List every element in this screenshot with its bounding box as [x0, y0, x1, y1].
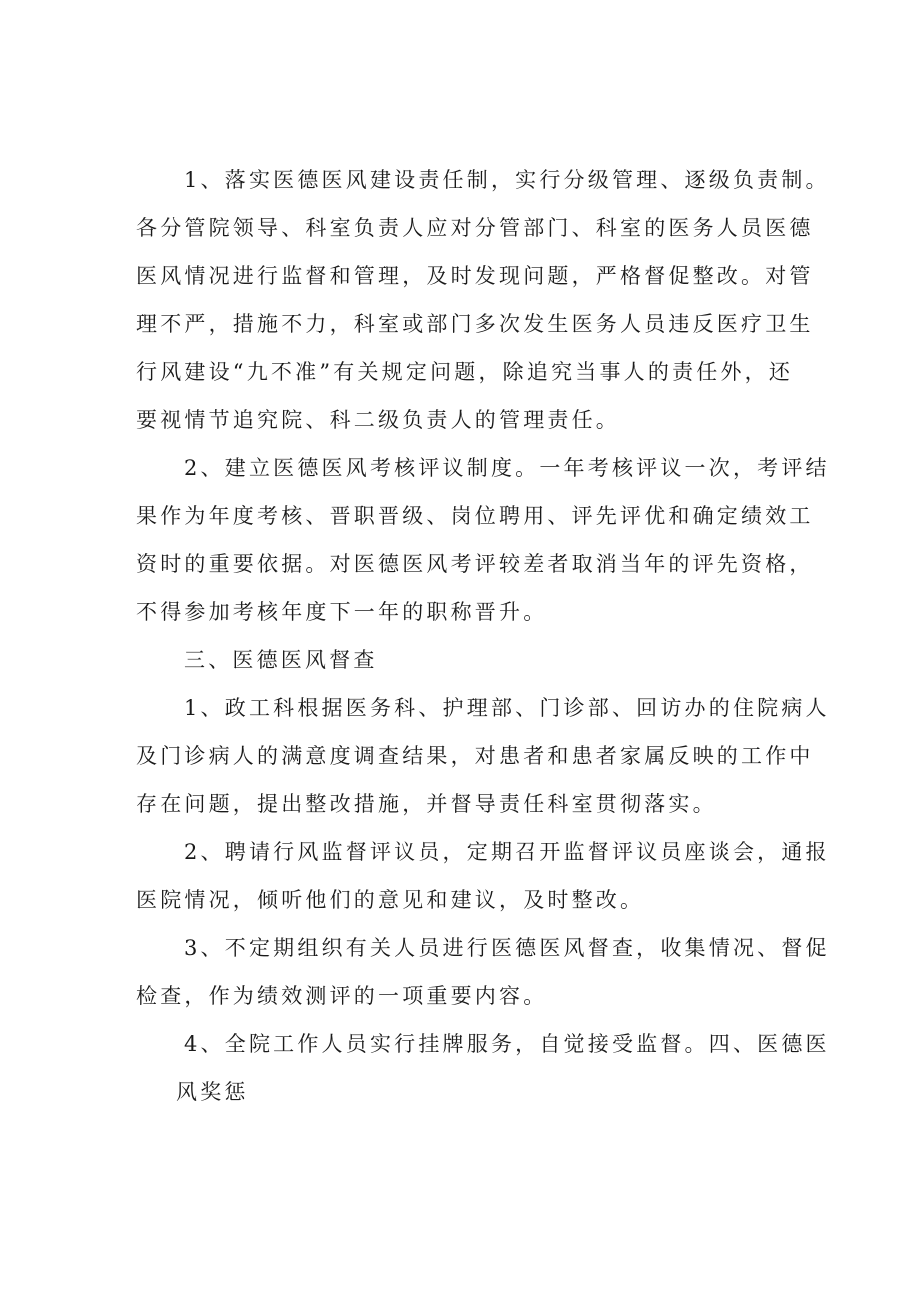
paragraph-5-line-2: 检查，作为绩效测评的一项重要内容。 [136, 984, 548, 1008]
paragraph-2-line-4: 不得参加考核年度下一年的职称晋升。 [136, 600, 548, 624]
paragraph-1-line-6: 要视情节追究院、科二级负责人的管理责任。 [136, 408, 620, 432]
section-heading-3: 三、医德医风督查 [184, 648, 378, 672]
paragraph-3-line-2: 及门诊病人的满意度调查结果，对患者和患者家属反映的工作中 [136, 744, 814, 768]
paragraph-3-line-1: 1、政工科根据医务科、护理部、门诊部、回访办的住院病人 [184, 696, 830, 720]
paragraph-2-line-1: 2、建立医德医风考核评议制度。一年考核评议一次，考评结 [184, 456, 830, 480]
paragraph-1-line-3: 医风情况进行监督和管理，及时发现问题，严格督促整改。对管 [136, 264, 814, 288]
paragraph-2-line-3: 资时的重要依据。对医德医风考评较差者取消当年的评先资格， [136, 552, 814, 576]
paragraph-1-line-5: 行风建设“九不准”有关规定问题，除追究当事人的责任外，还 [136, 360, 794, 384]
paragraph-3-line-3: 存在问题，提出整改措施，并督导责任科室贯彻落实。 [136, 792, 717, 816]
paragraph-4-line-2: 医院情况，倾听他们的意见和建议，及时整改。 [136, 888, 645, 912]
paragraph-2-line-2: 果作为年度考核、晋职晋级、岗位聘用、评先评优和确定绩效工 [136, 504, 814, 528]
paragraph-5-line-1: 3、不定期组织有关人员进行医德医风督查，收集情况、督促 [184, 936, 830, 960]
paragraph-1-line-4: 理不严，措施不力，科室或部门多次发生医务人员违反医疗卫生 [136, 312, 814, 336]
paragraph-6-line-1: 4、全院工作人员实行挂牌服务，自觉接受监督。四、医德医 [184, 1032, 830, 1056]
paragraph-1-line-1: 1、落实医德医风建设责任制，实行分级管理、逐级负责制。 [184, 168, 830, 192]
paragraph-6-line-2: 风奖惩 [176, 1080, 249, 1104]
paragraph-4-line-1: 2、聘请行风监督评议员，定期召开监督评议员座谈会，通报 [184, 840, 830, 864]
paragraph-1-line-2: 各分管院领导、科室负责人应对分管部门、科室的医务人员医德 [136, 216, 814, 240]
